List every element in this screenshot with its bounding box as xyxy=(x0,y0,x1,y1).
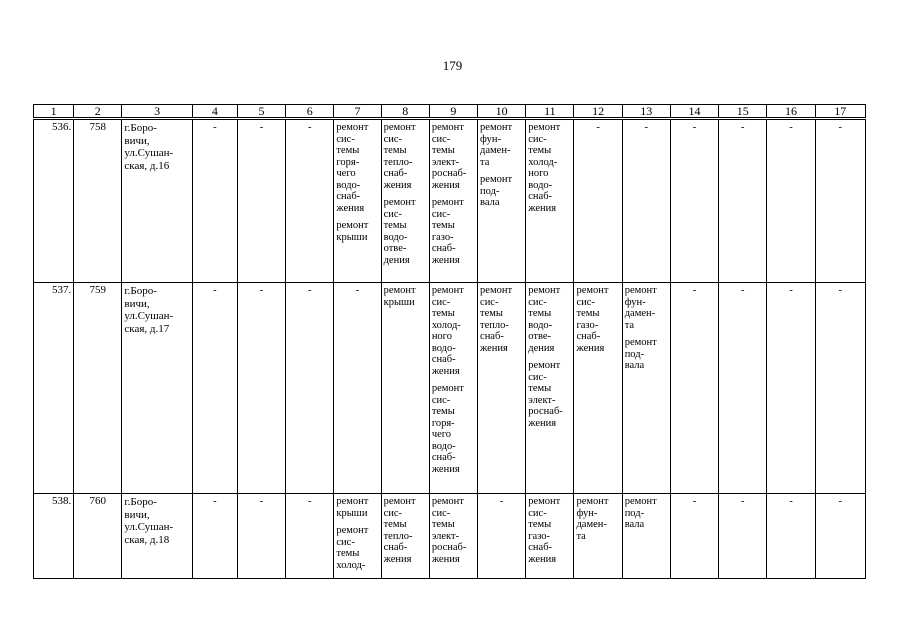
repair-work-item: ремонт сис- темы элект- роснаб- жения xyxy=(431,496,467,565)
repair-work-item: ремонт под- вала xyxy=(480,174,513,208)
repair-work-item: ремонт фун- дамен- та xyxy=(576,496,609,542)
table-row xyxy=(34,119,866,283)
empty-cell: - xyxy=(237,119,285,283)
repair-work-item: ремонт сис- темы холод- xyxy=(336,525,369,571)
empty-cell: - xyxy=(286,283,334,494)
building-code: 758 xyxy=(74,119,122,283)
empty-cell: - xyxy=(767,494,815,579)
repair-work-cell xyxy=(381,494,429,579)
row-number: 537. xyxy=(34,283,74,494)
repair-work-item: ремонт сис- темы газо- снаб- жения xyxy=(431,197,464,266)
column-header: 8 xyxy=(381,105,429,119)
column-header: 6 xyxy=(286,105,334,119)
repair-work-item: ремонт сис- темы газо- снаб- жения xyxy=(576,285,609,354)
repair-work-item: ремонт под- вала xyxy=(624,337,657,371)
repair-work-cell xyxy=(334,119,381,283)
repair-work-item: ремонт крыши xyxy=(383,285,416,308)
repair-work-item: ремонт сис- темы тепло- снаб- жения xyxy=(383,496,416,565)
repair-work-item: ремонт сис- темы холод- ного водо- снаб- жения xyxy=(528,122,561,214)
column-header: 4 xyxy=(192,105,237,119)
repair-work-item: ремонт сис- темы элект- роснаб- жения xyxy=(431,122,467,191)
empty-cell: - xyxy=(719,283,767,494)
column-header: 7 xyxy=(334,105,381,119)
column-header: 3 xyxy=(122,105,192,119)
repair-work-item: ремонт сис- темы холод- ного водо- снаб- жения xyxy=(431,285,464,377)
empty-cell: - xyxy=(670,283,718,494)
repair-work-cell xyxy=(334,494,381,579)
repair-schedule-table xyxy=(33,104,866,579)
column-header: 17 xyxy=(815,105,865,119)
empty-cell: - xyxy=(719,119,767,283)
empty-cell: - xyxy=(237,494,285,579)
repair-work-cell xyxy=(526,283,574,494)
repair-work-item: ремонт сис- темы тепло- снаб- жения xyxy=(383,122,416,191)
column-numbers-row xyxy=(34,105,866,119)
column-header: 13 xyxy=(622,105,670,119)
repair-work-cell xyxy=(478,283,526,494)
building-address: г.Боро- вичи, ул.Сушан- ская, д.16 xyxy=(122,119,192,283)
repair-work-item: ремонт фун- дамен- та xyxy=(480,122,513,168)
empty-cell: - xyxy=(719,494,767,579)
empty-cell: - xyxy=(622,119,670,283)
column-header: 9 xyxy=(429,105,477,119)
column-header: 11 xyxy=(526,105,574,119)
empty-cell: - xyxy=(815,283,865,494)
building-code: 760 xyxy=(74,494,122,579)
repair-work-cell xyxy=(574,494,622,579)
empty-cell: - xyxy=(192,283,237,494)
column-header: 14 xyxy=(670,105,718,119)
repair-work-item: ремонт фун- дамен- та xyxy=(624,285,657,331)
repair-work-item: ремонт сис- темы водо- отве- дения xyxy=(383,197,416,266)
repair-work-cell xyxy=(429,119,477,283)
repair-work-item: ремонт сис- темы элект- роснаб- жения xyxy=(528,360,563,429)
repair-work-item: ремонт сис- темы горя- чего водо- снаб- жения xyxy=(336,122,369,214)
page-number: 179 xyxy=(442,58,463,73)
repair-work-cell xyxy=(574,283,622,494)
empty-cell: - xyxy=(670,494,718,579)
repair-work-cell xyxy=(381,283,429,494)
repair-work-cell xyxy=(622,494,670,579)
column-header: 2 xyxy=(74,105,122,119)
column-header: 15 xyxy=(719,105,767,119)
empty-cell: - xyxy=(286,494,334,579)
empty-cell: - xyxy=(670,119,718,283)
empty-cell: - xyxy=(815,119,865,283)
column-header: 16 xyxy=(767,105,815,119)
repair-work-cell xyxy=(622,283,670,494)
row-number: 538. xyxy=(34,494,74,579)
repair-work-item: ремонт сис- темы тепло- снаб- жения xyxy=(480,285,513,354)
empty-cell: - xyxy=(192,119,237,283)
empty-cell: - xyxy=(815,494,865,579)
empty-cell: - xyxy=(192,494,237,579)
building-address: г.Боро- вичи, ул.Сушан- ская, д.17 xyxy=(122,283,192,494)
repair-work-cell xyxy=(381,119,429,283)
empty-cell: - xyxy=(334,283,381,494)
repair-work-item: ремонт сис- темы газо- снаб- жения xyxy=(528,496,561,565)
building-address: г.Боро- вичи, ул.Сушан- ская, д.18 xyxy=(122,494,192,579)
column-header: 12 xyxy=(574,105,622,119)
building-code: 759 xyxy=(74,283,122,494)
repair-work-item: ремонт сис- темы водо- отве- дения xyxy=(528,285,561,354)
repair-work-item: ремонт сис- темы горя- чего водо- снаб- жения xyxy=(431,383,464,475)
column-header: 5 xyxy=(237,105,285,119)
repair-work-cell xyxy=(526,119,574,283)
column-header: 10 xyxy=(478,105,526,119)
empty-cell: - xyxy=(478,494,526,579)
empty-cell: - xyxy=(237,283,285,494)
repair-work-cell xyxy=(478,119,526,283)
empty-cell: - xyxy=(286,119,334,283)
repair-work-cell xyxy=(429,494,477,579)
empty-cell: - xyxy=(767,119,815,283)
table-row xyxy=(34,494,866,579)
row-number: 536. xyxy=(34,119,74,283)
column-header: 1 xyxy=(34,105,74,119)
empty-cell: - xyxy=(574,119,622,283)
repair-work-item: ремонт под- вала xyxy=(624,496,657,530)
repair-work-cell xyxy=(429,283,477,494)
repair-work-cell xyxy=(526,494,574,579)
repair-work-item: ремонт крыши xyxy=(336,220,369,243)
table-row xyxy=(34,283,866,494)
empty-cell: - xyxy=(767,283,815,494)
repair-work-item: ремонт крыши xyxy=(336,496,369,519)
